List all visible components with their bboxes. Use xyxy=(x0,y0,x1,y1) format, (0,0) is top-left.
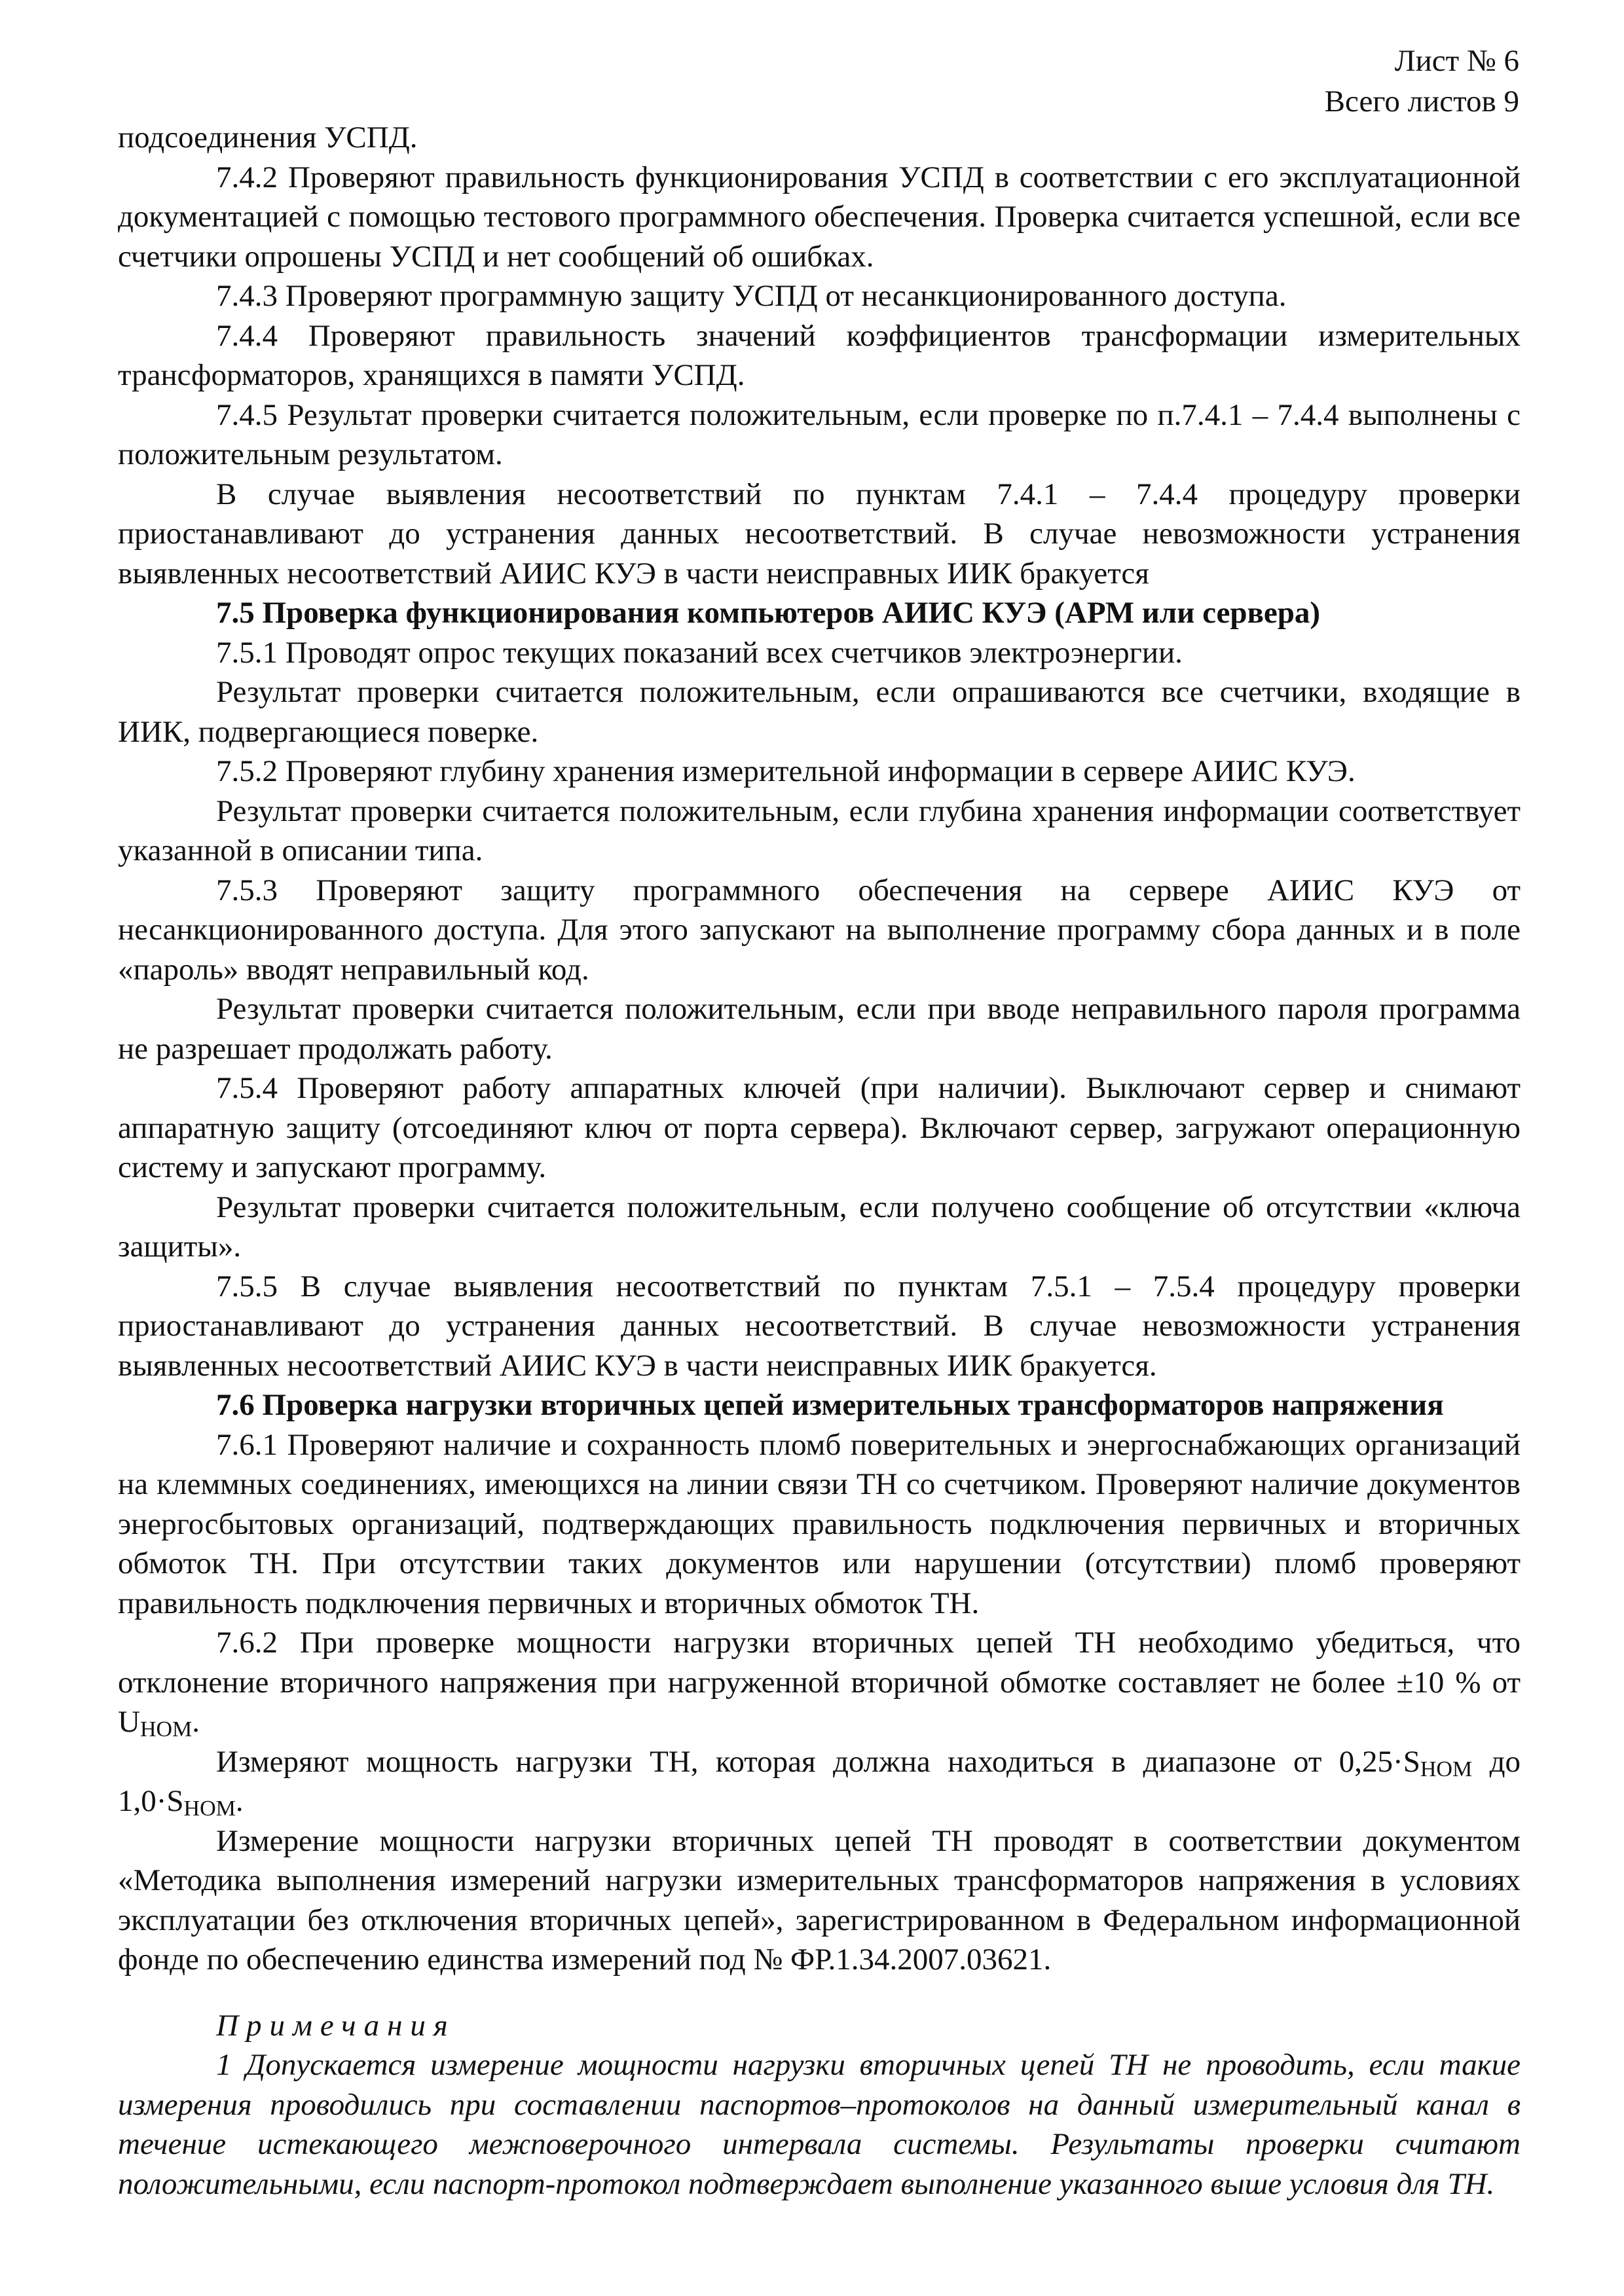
paragraph: В случае выявления несоответствий по пунктам 7.4.1 – 7.4.4 процедуру проверки приостанавливают до устранения данных несоответствий. В случае невозможности устранения выявленных несоответствий АИИС КУЭ в части неисправных ИИК бракуется xyxy=(118,477,1521,591)
paragraph: 7.4.5 Результат проверки считается положительным, если проверке по п.7.4.1 – 7.4.4 выполнены с положительным результатом. xyxy=(118,397,1521,471)
section-heading: 7.5 Проверка функционирования компьютеров АИИС КУЭ (АРМ или сервера) xyxy=(216,596,1321,630)
text-run: . xyxy=(235,1784,244,1818)
paragraph: 7.5.3 Проверяют защиту программного обеспечения на сервере АИИС КУЭ от несанкционированного доступа. Для этого запускают на выполнение программу сбора данных и в поле «пароль» вводят неправильный код. xyxy=(118,873,1521,987)
paragraph: 7.5.1 Проводят опрос текущих показаний всех счетчиков электроэнергии. xyxy=(216,635,1183,670)
paragraph: Результат проверки считается положительным, если опрашиваются все счетчики, входящие в ИИК, подвергающиеся поверке. xyxy=(118,675,1521,749)
paragraph: подсоединения УСПД. xyxy=(118,120,418,155)
note-paragraph: 1 Допускается измерение мощности нагрузки вторичных цепей ТН не проводить, если такие измерения проводились при составлении паспортов–протоколов на данный измерительный канал в течение истекающего межповерочного интервала системы. Результаты проверки считают положительными, если паспорт-протокол подтверждает выполнение указанного выше условия для ТН. xyxy=(118,2048,1521,2201)
subscript: НОМ xyxy=(183,1796,236,1821)
paragraph xyxy=(118,1623,1521,1742)
paragraph: 7.4.3 Проверяют программную защиту УСПД от несанкционированного доступа. xyxy=(216,279,1287,313)
sheet-number: Лист № 6 xyxy=(1394,44,1519,78)
paragraph: Результат проверки считается положительным, если получено сообщение об отсутствии «ключа защиты». xyxy=(118,1190,1521,1264)
paragraph: 7.4.4 Проверяют правильность значений коэффициентов трансформации измерительных трансформаторов, хранящихся в памяти УСПД. xyxy=(118,318,1521,392)
text-run: Измеряют мощность нагрузки ТН, которая должна находиться в диапазоне от 0,25·S xyxy=(216,1744,1420,1779)
document-body xyxy=(118,118,1521,2204)
subscript: НОМ xyxy=(139,1717,193,1741)
sheet-total: Всего листов 9 xyxy=(1324,84,1519,118)
paragraph: 7.5.5 В случае выявления несоответствий по пунктам 7.5.1 – 7.5.4 процедуру проверки приостанавливают до устранения данных несоответствий. В случае невозможности устранения выявленных несоответствий АИИС КУЭ в части неисправных ИИК бракуется. xyxy=(118,1269,1521,1383)
section-heading: 7.6 Проверка нагрузки вторичных цепей измерительных трансформаторов напряжения xyxy=(216,1388,1444,1422)
paragraph: Результат проверки считается положительным, если при вводе неправильного пароля программа не разрешает продолжать работу. xyxy=(118,992,1521,1066)
paragraph: Измерение мощности нагрузки вторичных цепей ТН проводят в соответствии документом «Методика выполнения измерений нагрузки измерительных трансформаторов напряжения в условиях эксплуатации без отключения вторичных цепей», зарегистрированном в Федеральном информационной фонде по обеспечению единства измерений под № ФР.1.34.2007.03621. xyxy=(118,1823,1521,1977)
sheet-header xyxy=(1325,41,1519,122)
notes-title: Примечания xyxy=(216,2008,456,2043)
paragraph xyxy=(118,1742,1521,1821)
subscript: НОМ xyxy=(1420,1757,1473,1781)
paragraph: Результат проверки считается положительным, если глубина хранения информации соответствует указанной в описании типа. xyxy=(118,793,1521,867)
paragraph: 7.5.4 Проверяют работу аппаратных ключей (при наличии). Выключают сервер и снимают аппаратную защиту (отсоединяют ключ от порта сервера). Включают сервер, загружают операционную систему и запускают программу. xyxy=(118,1071,1521,1184)
text-run: 7.6.2 При проверке мощности нагрузки вторичных цепей ТН необходимо убедиться, что отклонение вторичного напряжения при нагруженной вторичной обмотке составляет не более ±10 % от U xyxy=(118,1626,1521,1739)
text-run: . xyxy=(192,1705,200,1739)
text-run: до 1,0·S xyxy=(118,1744,1521,1818)
paragraph: 7.5.2 Проверяют глубину хранения измерительной информации в сервере АИИС КУЭ. xyxy=(216,754,1356,788)
paragraph: 7.6.1 Проверяют наличие и сохранность пломб поверительных и энергоснабжающих организаций на клеммных соединениях, имеющихся на линии связи ТН со счетчиком. Проверяют наличие документов энергосбытовых организаций, подтверждающих правильность подключения первичных и вторичных обмоток ТН. При отсутствии таких документов или нарушении (отсутствии) пломб проверяют правильность подключения первичных и вторичных обмоток ТН. xyxy=(118,1427,1521,1620)
paragraph: 7.4.2 Проверяют правильность функционирования УСПД в соответствии с его эксплуатационной документацией с помощью тестового программного обеспечения. Проверка считается успешной, если все счетчики опрошены УСПД и нет сообщений об ошибках. xyxy=(118,160,1521,274)
